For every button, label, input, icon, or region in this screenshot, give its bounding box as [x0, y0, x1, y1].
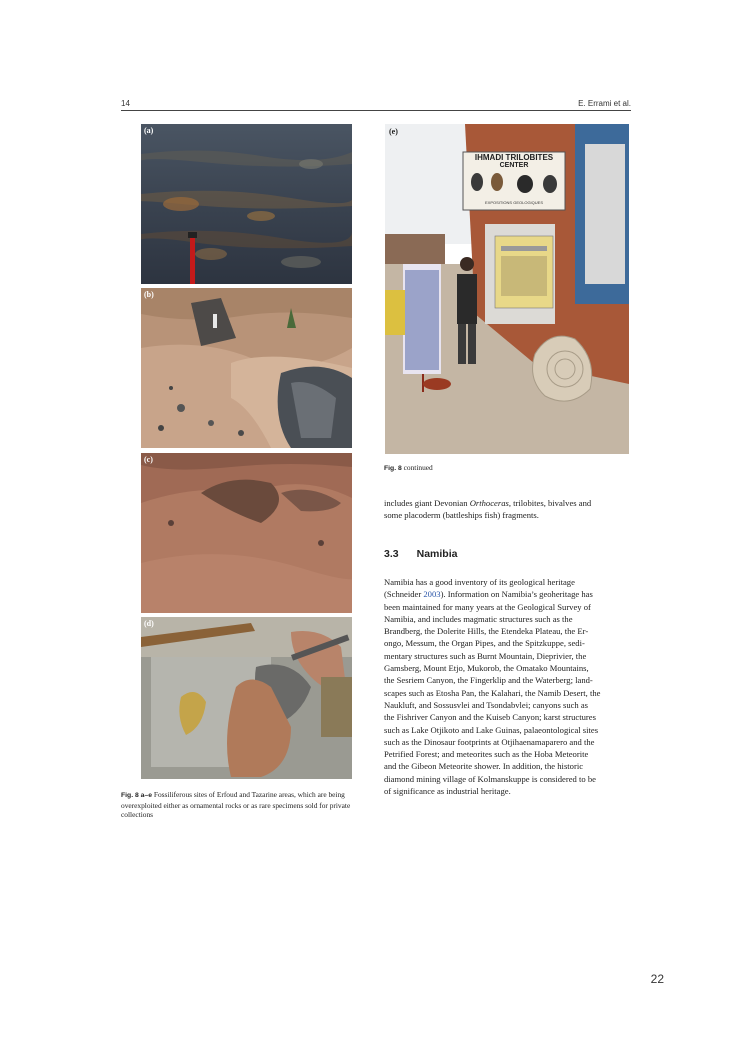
paragraph-namibia — [384, 576, 631, 797]
para2-line-12: the Fishriver Canyon and the Kuiseb Canyon; karst structures — [384, 712, 596, 723]
para1-text-a: includes giant Devonian — [384, 498, 470, 508]
header-rule — [121, 110, 631, 111]
figure-caption-left — [121, 790, 371, 820]
para2-line-5: Brandberg, the Dolerite Hills, the Etendeka Plateau, the Er- — [384, 626, 589, 637]
para2-line-4: Namibia, and includes magmatic structures such as the — [384, 613, 573, 624]
photo-a-rock-layers — [141, 124, 352, 284]
footer-page-number: 22 — [650, 972, 664, 986]
para2-line-17: diamond mining village of Kolmanskuppe is considered to be — [384, 773, 596, 784]
panel-e-label: (e) — [389, 127, 398, 136]
photo-e-trilobite-shop — [385, 124, 629, 454]
sign-line-2: CENTER — [499, 162, 529, 169]
sign-line-1: IHMADI TRILOBITES — [474, 153, 554, 162]
panel-c-label: (c) — [144, 455, 153, 464]
panel-a-label: (a) — [144, 126, 154, 135]
para1-italic-term: Orthoceras — [469, 498, 509, 508]
page-number-header: 14 — [121, 99, 130, 108]
para2-line-3: been maintained for many years at the Geological Survey of — [384, 601, 591, 612]
section-heading — [384, 548, 457, 560]
section-title: Namibia — [416, 548, 458, 560]
para2-line-9: the Sesriem Canyon, the Fingerklip and the Waterberg; land- — [384, 675, 593, 686]
para2-line-15: Petrified Forest; and meteorites such as the Hoba Meteorite — [384, 749, 589, 760]
photo-c-excavation — [141, 453, 352, 613]
citation-open: (Schneider — [384, 589, 424, 600]
caption-left-text: Fossiliferous sites of Erfoud and Tazarine areas, which are being overexploited either as ornamental rocks or as rare specimens sold for private collections — [121, 790, 351, 820]
para2-line-8: Gamsberg, Mount Etjo, Mukorob, the Omatako Mountains, — [384, 663, 589, 674]
photo-d-fossil-preparation — [141, 617, 352, 779]
para2-line-16: and the Gibeon Meteorite shower. In addition, the historic — [384, 761, 584, 772]
para2-line-11: Naukluft, and Sossusvlei and Tsondabvlei; canyons such as — [384, 699, 589, 710]
panel-d-label: (d) — [144, 619, 154, 628]
caption-right-text: continued — [403, 463, 433, 472]
photo-b-desert-site — [141, 288, 352, 448]
citation-link[interactable]: 2003 — [423, 589, 441, 600]
para2-line-2 — [384, 588, 631, 600]
caption-right-prefix: Fig. 8 — [384, 465, 402, 472]
para1-line-2: some placoderm (battleships fish) fragments. — [384, 510, 539, 521]
shop-sign — [467, 153, 561, 169]
para2-line-13: such as Lake Otjikoto and Lake Guinas, palaeontological sites — [384, 724, 599, 735]
running-head: E. Errami et al. — [578, 99, 631, 108]
para2-line-6: ongo, Messum, the Organ Pipes, and the Spitzkuppe, sedi- — [384, 638, 585, 649]
citation-close: ). — [440, 589, 448, 600]
paragraph-continued — [384, 497, 631, 522]
para2-line-10: scapes such as Etosha Pan, the Kalahari, the Namib Desert, the — [384, 687, 601, 698]
panel-b-label: (b) — [144, 290, 154, 299]
para2-line-7: mentary structures such as Burnt Mountain, Dieprivier, the — [384, 650, 587, 661]
para2-line-1: Namibia has a good inventory of its geological heritage — [384, 577, 575, 587]
para1-line-1 — [384, 497, 631, 509]
para1-text-b: , trilobites, bivalves and — [508, 498, 592, 508]
sign-line-3: EXPOSITIONS GEOLOGIQUES — [484, 200, 543, 205]
figure-caption-right — [384, 463, 433, 474]
caption-left-prefix: Fig. 8 a–e — [121, 792, 152, 799]
para2-line-2-text: Information on Namibia’s geoheritage has — [447, 589, 593, 600]
para2-line-14: such as the Dinosaur footprints at Otjihaenamaparero and the — [384, 736, 595, 747]
para2-line-18: of significance as industrial heritage. — [384, 786, 511, 797]
section-number: 3.3 — [384, 548, 399, 560]
